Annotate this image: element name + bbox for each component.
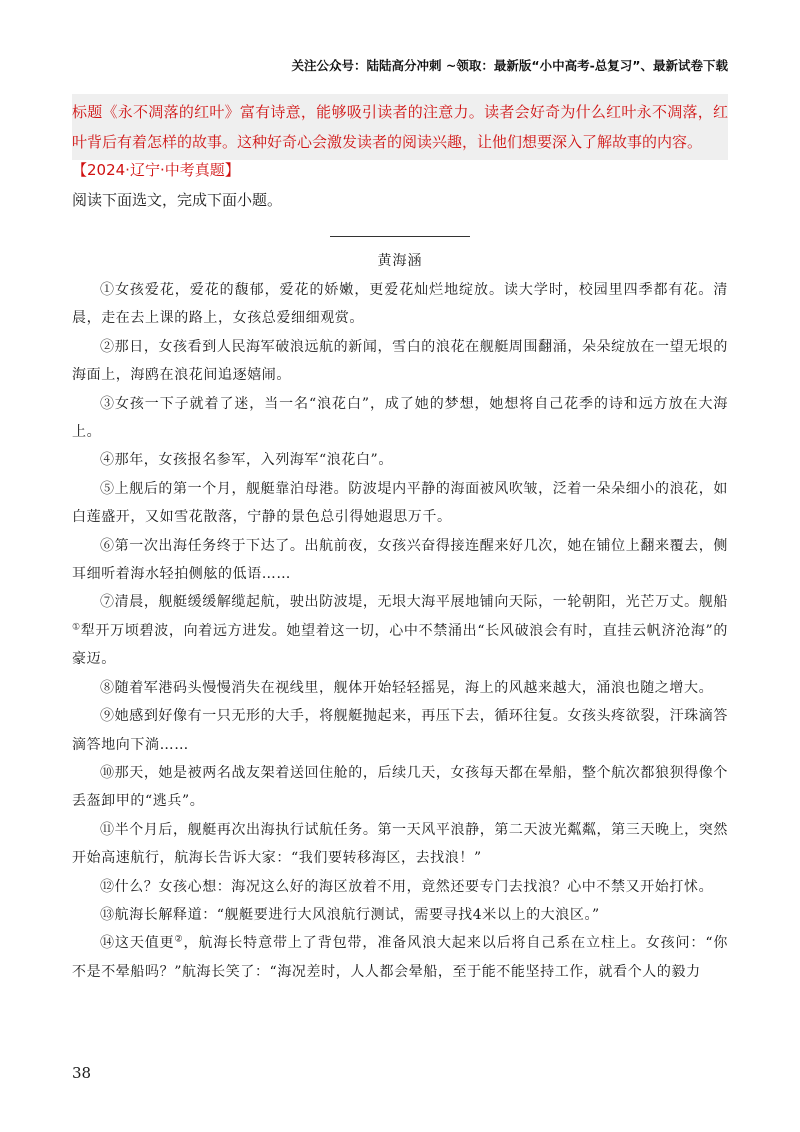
paragraph: ④那年，女孩报名参军，入列海军“浪花白”。 <box>100 452 393 469</box>
article-body <box>72 276 728 986</box>
exam-source-tag: 【2024·辽宁·中考真题】 <box>72 161 240 179</box>
answer-text: 标题《永不凋落的红叶》富有诗意，能够吸引读者的注意力。读者会好奇为什么红叶永不凋落，红叶背后有着怎样的故事。这种好奇心会激发读者的阅读兴趣，让他们想要深入了解故事的内容。 <box>72 94 728 160</box>
paragraph: ③女孩一下子就着了迷，当一名“浪花白”，成了她的梦想，她想将自己花季的诗和远方放在大海上。 <box>72 395 728 441</box>
page-header: 关注公众号：陆陆高分冲刺 ~领取：最新版“小中高考-总复习”、最新试卷下载 <box>291 58 728 73</box>
footnote-marker: ② <box>174 934 184 945</box>
footnote-marker: ① <box>72 622 81 633</box>
paragraph: ⑥第一次出海任务终于下达了。出航前夜，女孩兴奋得接连醒来好几次，她在铺位上翻来覆去，侧耳细听着海水轻拍侧舷的低语…… <box>72 537 728 583</box>
paragraph: ⑨她感到好像有一只无形的大手，将舰艇抛起来，再压下去，循环往复。女孩头疼欲裂，汗珠滴答滴答地向下淌…… <box>72 708 728 753</box>
paragraph: ⑧随着军港码头慢慢消失在视线里，舰体开始轻轻摇晃，海上的风越来越大，涌浪也随之增大。 <box>100 679 714 696</box>
paragraph: ⑤上舰后的第一个月，舰艇靠泊母港。防波堤内平静的海面被风吹皱，泛着一朵朵细小的浪花，如白莲盛开，又如雪花散落，宁静的景色总引得她遐思万千。 <box>72 480 728 526</box>
article-title: 黄海涵 <box>377 253 423 269</box>
paragraph: ⑬航海长解释道：“舰艇要进行大风浪航行测试，需要寻找4米以上的大浪区。” <box>100 906 600 923</box>
paragraph: ⑫什么？女孩心想：海况这么好的海区放着不用，竟然还要专门去找浪？心中不禁又开始打怵。 <box>100 878 714 895</box>
paragraph: ①女孩爱花，爱花的馥郁，爱花的娇嫩，更爱花灿烂地绽放。读大学时，校园里四季都有花。清晨，走在去上课的路上，女孩总爱细细观赏。 <box>72 282 728 327</box>
paragraph: ⑪半个月后，舰艇再次出海执行试航任务。第一天风平浪静，第二天波光粼粼，第三天晚上，突然开始高速航行，航海长告诉大家：“我们要转移海区，去找浪！” <box>72 821 728 867</box>
reading-instruction: 阅读下面选文，完成下面小题。 <box>72 191 283 209</box>
paragraph: ⑩那天，她是被两名战友架着送回住舱的，后续几天，女孩每天都在晕船，整个航次都狼狈得像个丢盔卸甲的“逃兵”。 <box>72 764 728 810</box>
paragraph: ⑦清晨，舰艇缓缓解缆起航，驶出防波堤，无垠大海平展地铺向天际，一轮朝阳，光芒万丈。舰船①犁开万顷碧波，向着远方进发。她望着这一切，心中不禁涌出“长风破浪会有时，直挂云帆济沧海”的豪迈。 <box>72 594 729 668</box>
paragraph: ⑭这天值更②，航海长特意带上了背包带，准备风浪大起来以后将自己系在立柱上。女孩问：“你不是不晕船吗？”航海长笑了：“海况差时，人人都会晕船，至于能不能坚持工作，就看个人的毅力 <box>72 934 729 980</box>
paragraph: ②那日，女孩看到人民海军破浪远航的新闻，雪白的浪花在舰艇周围翻涌，朵朵绽放在一望无垠的海面上，海鸥在浪花间追逐嬉闹。 <box>72 338 728 384</box>
page-number: 38 <box>72 1064 92 1082</box>
title-divider <box>330 236 470 237</box>
